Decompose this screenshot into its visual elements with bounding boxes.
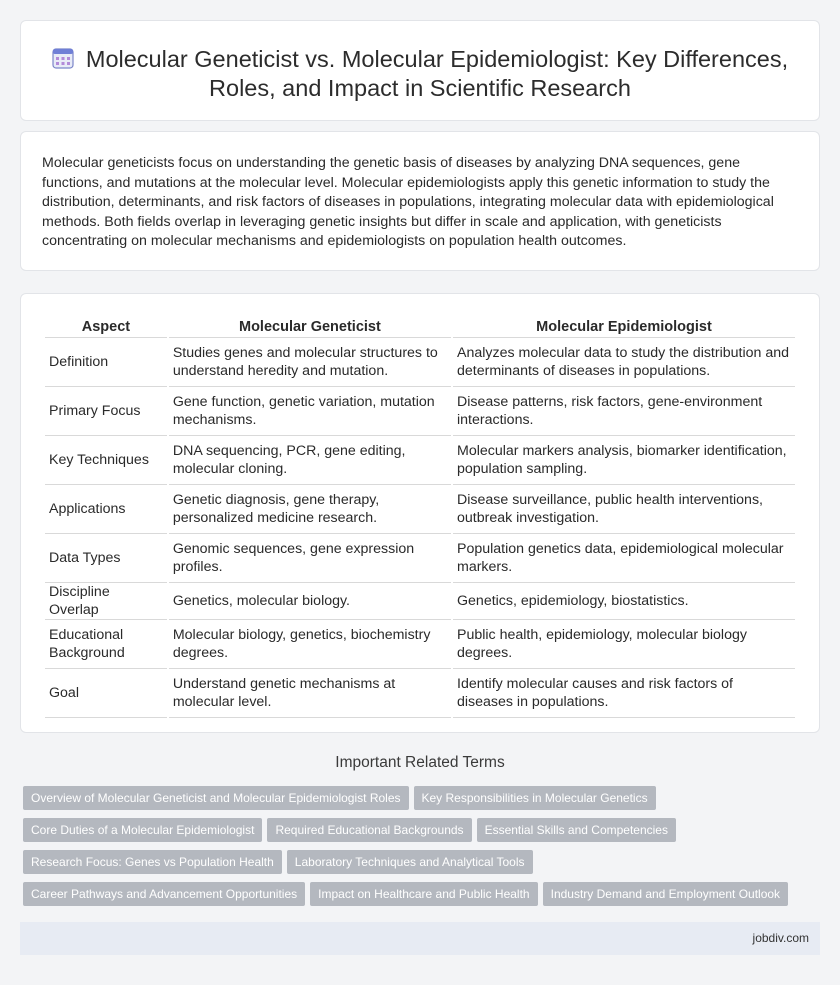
row-epidemiologist: Public health, epidemiology, molecular biology degrees. <box>453 620 795 669</box>
row-geneticist: Gene function, genetic variation, mutation mechanisms. <box>169 387 451 436</box>
row-geneticist: Understand genetic mechanisms at molecular level. <box>169 669 451 718</box>
related-tag[interactable]: Core Duties of a Molecular Epidemiologist <box>23 818 262 842</box>
footer-site-link[interactable]: jobdiv.com <box>752 931 809 945</box>
row-epidemiologist: Population genetics data, epidemiological molecular markers. <box>453 534 795 583</box>
row-aspect: Primary Focus <box>45 387 167 436</box>
related-terms-title: Important Related Terms <box>335 754 505 771</box>
row-epidemiologist: Analyzes molecular data to study the distribution and determinants of diseases in populations. <box>453 338 795 387</box>
row-aspect: Definition <box>45 338 167 387</box>
related-tag[interactable]: Required Educational Backgrounds <box>267 818 471 842</box>
table-row <box>45 583 795 620</box>
related-tag[interactable]: Research Focus: Genes vs Population Health <box>23 850 282 874</box>
related-tag[interactable]: Career Pathways and Advancement Opportunities <box>23 882 305 906</box>
comparison-table <box>43 316 797 718</box>
row-geneticist: Molecular biology, genetics, biochemistry degrees. <box>169 620 451 669</box>
comparison-card <box>20 293 820 733</box>
title-card <box>20 20 820 121</box>
row-geneticist: DNA sequencing, PCR, gene editing, molecular cloning. <box>169 436 451 485</box>
row-aspect: Key Techniques <box>45 436 167 485</box>
table-row <box>45 620 795 669</box>
row-aspect: Goal <box>45 669 167 718</box>
row-geneticist: Genetic diagnosis, gene therapy, personalized medicine research. <box>169 485 451 534</box>
table-header-row <box>45 316 795 338</box>
row-aspect: Applications <box>45 485 167 534</box>
table-row <box>45 436 795 485</box>
row-aspect: Educational Background <box>45 620 167 669</box>
header-geneticist: Molecular Geneticist <box>169 316 451 338</box>
row-epidemiologist: Molecular markers analysis, biomarker identification, population sampling. <box>453 436 795 485</box>
footer <box>20 922 820 955</box>
calendar-icon <box>52 47 74 69</box>
related-tag[interactable]: Overview of Molecular Geneticist and Molecular Epidemiologist Roles <box>23 786 409 810</box>
page-title: Molecular Geneticist vs. Molecular Epidemiologist: Key Differences, Roles, and Impact in Scientific Research <box>85 46 789 101</box>
row-aspect: Discipline Overlap <box>45 583 167 620</box>
table-row <box>45 387 795 436</box>
header-epidemiologist: Molecular Epidemiologist <box>453 316 795 338</box>
row-geneticist: Studies genes and molecular structures to understand heredity and mutation. <box>169 338 451 387</box>
header-aspect: Aspect <box>45 316 167 338</box>
row-aspect: Data Types <box>45 534 167 583</box>
related-tag[interactable]: Industry Demand and Employment Outlook <box>543 882 788 906</box>
table-row <box>45 534 795 583</box>
row-geneticist: Genetics, molecular biology. <box>169 583 451 620</box>
row-epidemiologist: Disease patterns, risk factors, gene-environment interactions. <box>453 387 795 436</box>
table-row <box>45 669 795 718</box>
page-title-wrap <box>21 45 819 103</box>
related-tag[interactable]: Impact on Healthcare and Public Health <box>310 882 537 906</box>
row-epidemiologist: Disease surveillance, public health interventions, outbreak investigation. <box>453 485 795 534</box>
table-row <box>45 338 795 387</box>
related-tag[interactable]: Key Responsibilities in Molecular Genetics <box>414 786 656 810</box>
row-epidemiologist: Genetics, epidemiology, biostatistics. <box>453 583 795 620</box>
table-row <box>45 485 795 534</box>
intro-paragraph: Molecular geneticists focus on understanding the genetic basis of diseases by analyzing DNA sequences, gene functions, and mutations at the molecular level. Molecular epidemiologists apply this genetic information to study the distribution, determinants, and risk factors of diseases in populations, integrating molecular data with epidemiological methods. Both fields overlap in leveraging genetic insights but differ in scale and application, with geneticists concentrating on molecular mechanisms and epidemiologists on population health outcomes. <box>42 155 774 250</box>
row-geneticist: Genomic sequences, gene expression profiles. <box>169 534 451 583</box>
related-tag[interactable]: Laboratory Techniques and Analytical Tools <box>287 850 533 874</box>
intro-card <box>20 131 820 271</box>
related-terms-tags <box>23 786 823 914</box>
row-epidemiologist: Identify molecular causes and risk factors of diseases in populations. <box>453 669 795 718</box>
related-tag[interactable]: Essential Skills and Competencies <box>477 818 676 842</box>
